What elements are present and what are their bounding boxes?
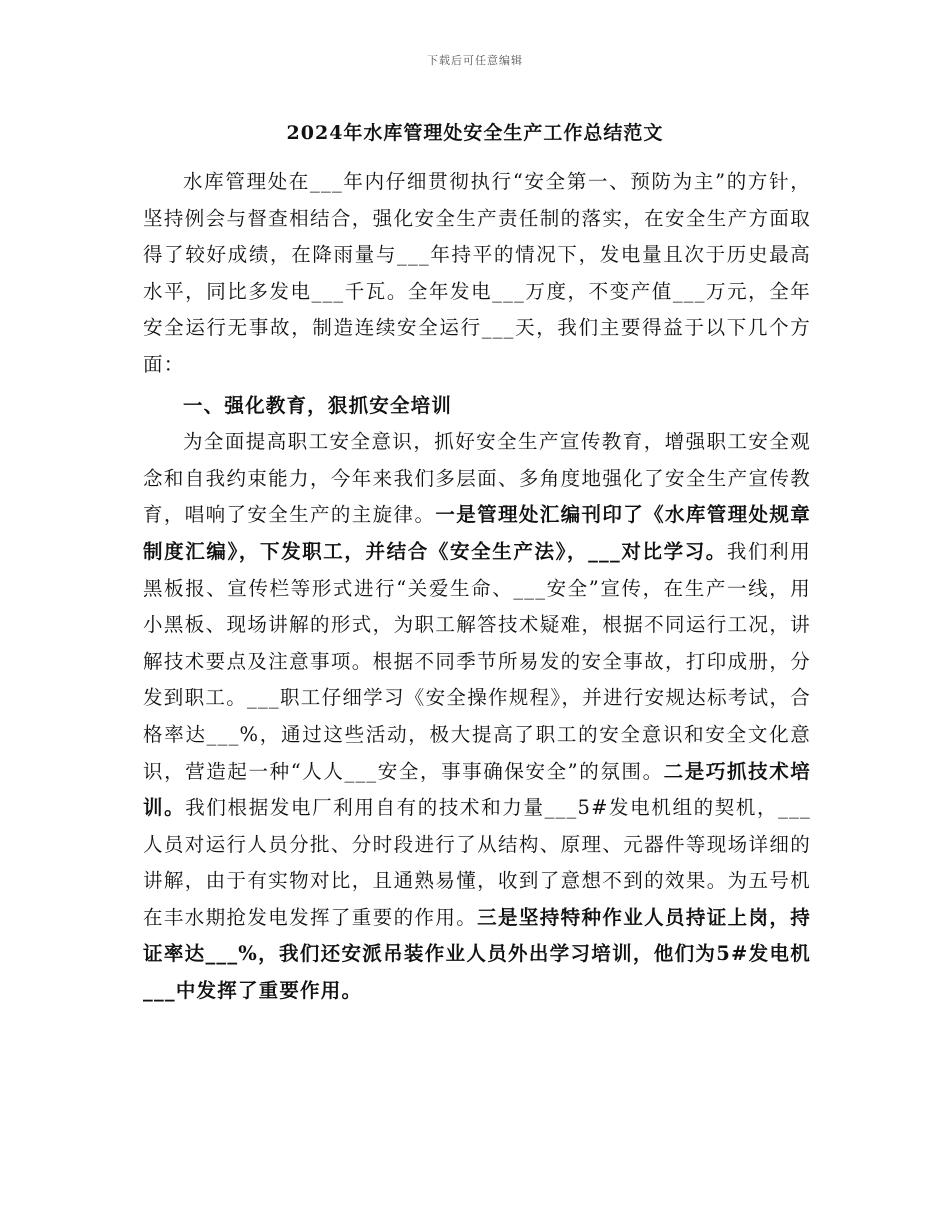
document-body [143, 164, 811, 1010]
bold-point-two: 二是巧抓技术培训。 [143, 759, 811, 820]
bold-point-three: 三是坚持特种作业人员持证上岗，持证率达___%，我们还安派吊装作业人员外出学习培训，他们为5#发电机___中发挥了重要作用。 [143, 905, 812, 1003]
section-paragraph [143, 424, 811, 1010]
document-title: 2024年水库管理处安全生产工作总结范文 [286, 122, 664, 144]
header-note: 下载后可任意编辑 [427, 54, 523, 67]
paragraph-text: 我们利用黑板报、宣传栏等形式进行“关爱生命、___安全”宣传，在生产一线，用小黑板、现场讲解的形式，为职工解答技术疑难，根据不同运行工况，讲解技术要点及注意事项。根据不同季节所易发的安全事故，打印成册，分发到职工。___职工仔细学习《安全操作规程》，并进行安规达标考试，合格率达___%，通过这些活动，极大提高了职工的安全意识和安全文化意识，营造起一种“人人___安全，事事确保安全”的氛围。 [143, 539, 811, 783]
section-heading: 一、强化教育，狠抓安全培训 [182, 393, 453, 417]
paragraph-text: 我们根据发电厂利用自有的技术和力量___5#发电机组的契机，___人员对运行人员分批、分时段进行了从结构、原理、元器件等现场详细的讲解，由于有实物对比，且通熟易懂，收到了意想不到的效果。为五号机在丰水期抢发电发挥了重要的作用。 [143, 796, 811, 929]
intro-paragraph: 水库管理处在___年内仔细贯彻执行“安全第一、预防为主”的方针，坚持例会与督查相结合，强化安全生产责任制的落实，在安全生产方面取得了较好成绩，在降雨量与___年持平的情况下，发电量且次于历史最高水平，同比多发电___千瓦。全年发电___万度，不变产值___万元，全年安全运行无事故，制造连续安全运行___天，我们主要得益于以下几个方面： [143, 170, 811, 376]
paragraph-text: 为全面提高职工安全意识，抓好安全生产宣传教育，增强职工安全观念和自我约束能力，今年来我们多层面、多角度地强化了安全生产宣传教育，唱响了安全生产的主旋律。 [143, 430, 811, 527]
bold-point-one: 一是管理处汇编刊印了《水库管理处规章制度汇编》，下发职工，并结合《安全生产法》，___对比学习。 [143, 503, 811, 563]
